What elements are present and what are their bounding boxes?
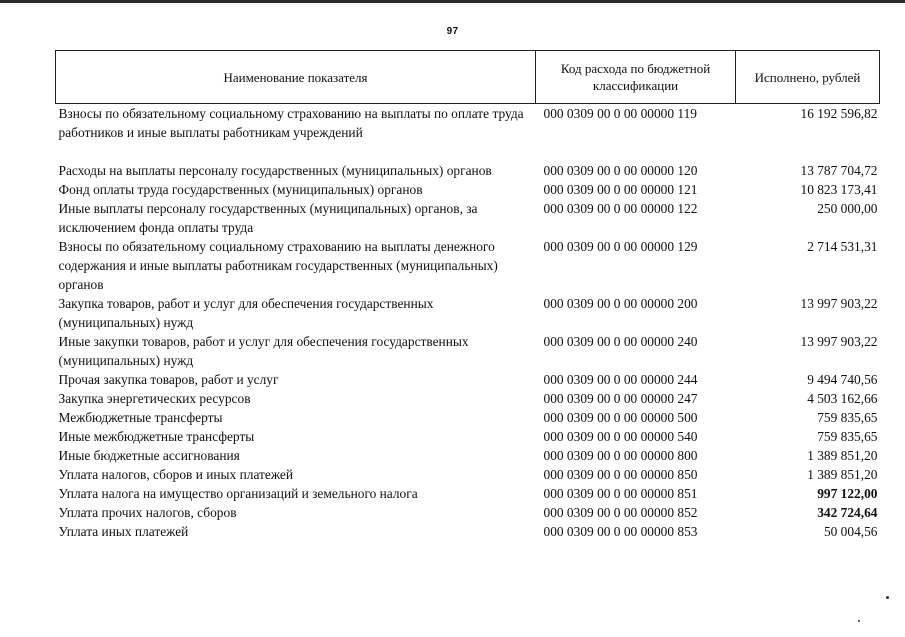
row-code: 000 0309 00 0 00 00000 500 <box>543 410 698 425</box>
header-indicator-name: Наименование показателя <box>56 51 536 104</box>
row-name: Взносы по обязательному социальному страхованию на выплаты по оплате труда работников и иные выплаты работникам учреждений <box>58 106 524 140</box>
expenditure-table <box>55 50 880 541</box>
row-code: 000 0309 00 0 00 00000 540 <box>543 429 698 444</box>
table-row <box>56 389 880 408</box>
row-amount: 342 724,64 <box>817 505 878 520</box>
row-amount: 759 835,65 <box>817 429 878 444</box>
table-row <box>56 237 880 294</box>
table-header-row <box>56 51 880 104</box>
table-row <box>56 161 880 180</box>
row-amount: 4 503 162,66 <box>807 391 878 406</box>
table-row <box>56 408 880 427</box>
row-code: 000 0309 00 0 00 00000 800 <box>543 448 698 463</box>
row-name: Взносы по обязательному социальному страхованию на выплаты денежного содержания и иные выплаты работникам государственных (муниципальных) органов <box>58 239 498 292</box>
row-name: Иные закупки товаров, работ и услуг для обеспечения государственных (муниципальных) нужд <box>58 334 469 368</box>
row-amount: 997 122,00 <box>817 486 878 501</box>
table-row <box>56 503 880 522</box>
row-name: Иные выплаты персоналу государственных (муниципальных) органов, за исключением фонда оплаты труда <box>58 201 478 235</box>
row-code: 000 0309 00 0 00 00000 119 <box>543 106 697 121</box>
table-row <box>56 104 880 162</box>
row-amount: 250 000,00 <box>817 201 878 216</box>
row-name: Иные межбюджетные трансферты <box>58 429 255 444</box>
row-amount: 9 494 740,56 <box>807 372 878 387</box>
row-code: 000 0309 00 0 00 00000 852 <box>543 505 698 520</box>
row-amount: 1 389 851,20 <box>807 467 878 482</box>
row-amount: 50 004,56 <box>823 524 878 539</box>
table-row <box>56 370 880 389</box>
row-code: 000 0309 00 0 00 00000 853 <box>543 524 698 539</box>
row-name: Расходы на выплаты персоналу государственных (муниципальных) органов <box>58 163 492 178</box>
table-row <box>56 180 880 199</box>
row-name: Межбюджетные трансферты <box>58 410 223 425</box>
row-amount: 2 714 531,31 <box>807 239 878 254</box>
table-row <box>56 294 880 332</box>
row-name: Уплата прочих налогов, сборов <box>58 505 237 520</box>
row-code: 000 0309 00 0 00 00000 851 <box>543 486 698 501</box>
row-name: Закупка товаров, работ и услуг для обеспечения государственных (муниципальных) нужд <box>58 296 434 330</box>
row-name: Уплата налогов, сборов и иных платежей <box>58 467 294 482</box>
row-code: 000 0309 00 0 00 00000 247 <box>543 391 698 406</box>
scan-speck <box>858 620 860 622</box>
row-amount: 16 192 596,82 <box>800 106 878 121</box>
row-code: 000 0309 00 0 00 00000 121 <box>543 182 698 197</box>
page-top-edge <box>0 0 905 3</box>
table-row <box>56 484 880 503</box>
table-row <box>56 522 880 541</box>
page-number: 97 <box>446 26 459 37</box>
row-name: Иные бюджетные ассигнования <box>58 448 240 463</box>
row-code: 000 0309 00 0 00 00000 850 <box>543 467 698 482</box>
row-code: 000 0309 00 0 00 00000 200 <box>543 296 698 311</box>
row-amount: 13 997 903,22 <box>800 334 878 349</box>
row-code: 000 0309 00 0 00 00000 129 <box>543 239 698 254</box>
row-amount: 759 835,65 <box>817 410 878 425</box>
row-name: Уплата иных платежей <box>58 524 189 539</box>
table-row <box>56 446 880 465</box>
table-row <box>56 332 880 370</box>
row-name: Фонд оплаты труда государственных (муниципальных) органов <box>58 182 423 197</box>
table-row <box>56 465 880 484</box>
row-code: 000 0309 00 0 00 00000 244 <box>543 372 698 387</box>
row-amount: 10 823 173,41 <box>800 182 878 197</box>
row-amount: 1 389 851,20 <box>807 448 878 463</box>
row-name: Закупка энергетических ресурсов <box>58 391 251 406</box>
row-name: Уплата налога на имущество организаций и земельного налога <box>58 486 418 501</box>
row-amount: 13 997 903,22 <box>800 296 878 311</box>
table-row <box>56 427 880 446</box>
header-executed-amount: Исполнено, рублей <box>736 51 880 104</box>
row-code: 000 0309 00 0 00 00000 122 <box>543 201 698 216</box>
table-row <box>56 199 880 237</box>
header-budget-code: Код расхода по бюджетной классификации <box>536 51 736 104</box>
row-amount: 13 787 704,72 <box>800 163 878 178</box>
row-name: Прочая закупка товаров, работ и услуг <box>58 372 279 387</box>
scan-speck <box>886 596 889 599</box>
row-code: 000 0309 00 0 00 00000 120 <box>543 163 698 178</box>
row-code: 000 0309 00 0 00 00000 240 <box>543 334 698 349</box>
